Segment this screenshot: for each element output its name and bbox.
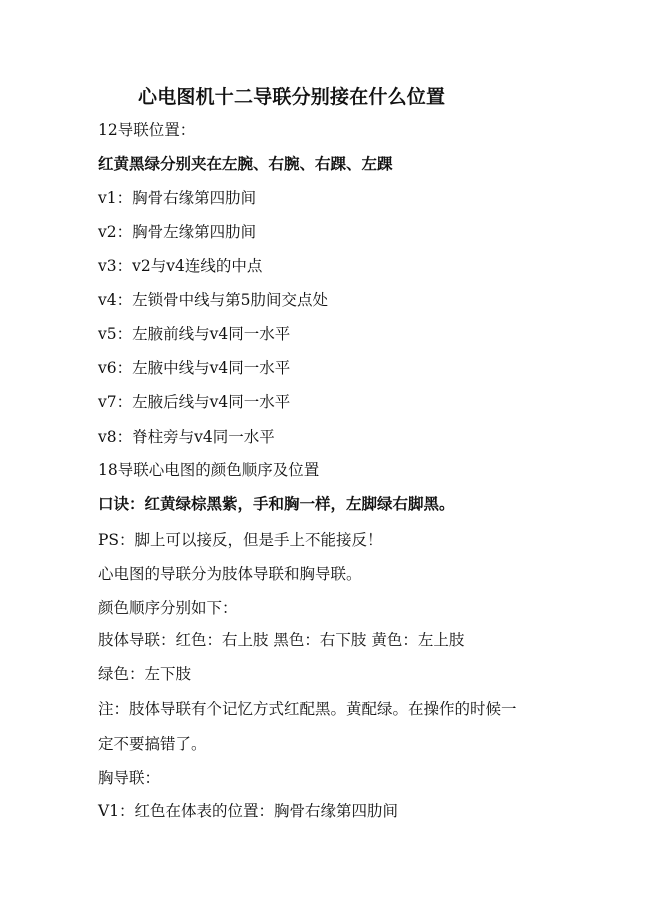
text-line-memory-note-cont: 定不要搞错了。 [98,735,207,753]
text-line-leads-18-heading: 18导联心电图的颜色顺序及位置 [98,461,320,479]
text-line-v4: v4：左锁骨中线与第5肋间交点处 [98,291,328,309]
text-line-v1: v1：胸骨右缘第四肋间 [98,189,257,207]
text-line-v8: v8：脊柱旁与v4同一水平 [98,428,275,446]
document-title: 心电图机十二导联分别接在什么位置 [138,86,446,108]
text-line-v2: v2：胸骨左缘第四肋间 [98,223,257,241]
text-line-memory-note: 注：肢体导联有个记忆方式红配黑。黄配绿。在操作的时候一 [98,700,517,718]
text-line-v7: v7：左腋后线与v4同一水平 [98,393,291,411]
text-line-chest-v1: V1：红色在体表的位置：胸骨右缘第四肋间 [98,802,399,820]
text-line-v5: v5：左腋前线与v4同一水平 [98,325,291,343]
text-line-green-left-leg: 绿色：左下肢 [98,665,192,683]
text-line-color-order-heading: 颜色顺序分别如下： [98,599,238,617]
text-line-limb-leads: 肢体导联：红色：右上肢 黑色：右下肢 黄色：左上肢 [98,631,465,649]
text-line-leads-12-heading: 12导联位置： [98,121,196,139]
text-line-v6: v6：左腋中线与v4同一水平 [98,359,291,377]
text-line-chest-leads-heading: 胸导联： [98,769,161,787]
text-line-limb-colors: 红黄黑绿分别夹在左腕、右腕、右踝、左踝 [98,154,393,173]
text-line-lead-types: 心电图的导联分为肢体导联和胸导联。 [98,565,362,583]
text-line-v3: v3：v2与v4连线的中点 [98,257,263,275]
text-line-ps-note: PS：脚上可以接反，但是手上不能接反！ [98,531,383,549]
text-line-mnemonic: 口诀：红黄绿棕黑紫，手和胸一样，左脚绿右脚黑。 [98,494,455,513]
